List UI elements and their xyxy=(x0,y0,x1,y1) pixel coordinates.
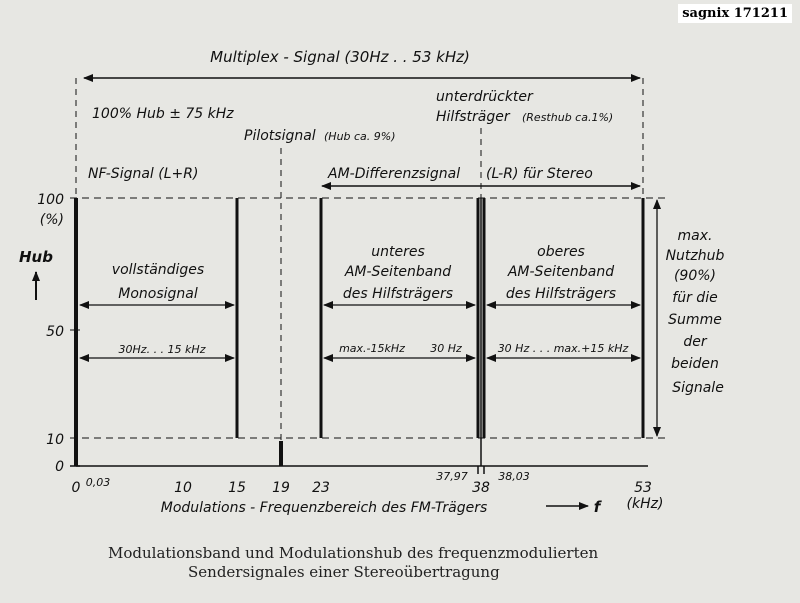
x-subtick-38-03: 38,03 xyxy=(498,470,530,483)
carrier-label-line1: unterdrückter xyxy=(436,89,533,105)
x-subtick-37-97: 37,97 xyxy=(436,470,468,483)
nutzhub-line: Nutzhub xyxy=(665,248,725,264)
x-tick-19: 19 xyxy=(272,480,290,496)
y-tick-100: 100 xyxy=(37,192,64,208)
x-tick-0-03: 0,03 xyxy=(85,476,111,489)
nutzhub-line: (90%) xyxy=(673,268,717,284)
watermark-badge: sagnix 171211 xyxy=(678,4,792,23)
y-tick-10: 10 xyxy=(46,432,64,448)
upper-sideband-line1: oberes xyxy=(537,244,585,260)
caption-line1: Modulationsband und Modulationshub des frequenzmodulierten xyxy=(108,544,599,562)
nutzhub-line: Summe xyxy=(668,312,722,328)
upper-sideband-line2: AM-Seitenband xyxy=(507,264,615,280)
lr-stereo-label: (L-R) für Stereo xyxy=(486,166,593,182)
x-tick-23: 23 xyxy=(312,480,330,496)
upper-range-label: 30 Hz . . . max.+15 kHz xyxy=(497,342,629,355)
mono-range-label: 30Hz. . . 15 kHz xyxy=(118,343,206,356)
am-diff-label: AM-Differenzsignal xyxy=(328,166,461,182)
y-tick-50: 50 xyxy=(46,324,64,340)
pilot-signal-bar xyxy=(279,441,283,466)
mid-range-label: 30 Hz xyxy=(430,342,462,355)
figure-caption xyxy=(0,544,800,582)
nutzhub-line: beiden xyxy=(671,356,719,372)
mono-label-line2: Monosignal xyxy=(118,286,198,302)
nf-signal-label: NF-Signal (L+R) xyxy=(88,166,199,182)
x-tick-38: 38 xyxy=(472,480,490,496)
pilot-sub-label: (Hub ca. 9%) xyxy=(324,130,396,143)
nutzhub-line: für die xyxy=(672,290,718,306)
caption-line2: Sendersignales einer Stereoübertragung xyxy=(188,563,500,581)
x-tick-0: 0 xyxy=(71,480,81,496)
x-tick-53: 53 xyxy=(634,480,652,496)
x-axis-label: Modulations - Frequenzbereich des FM-Trägers xyxy=(160,500,488,516)
y-tick-0: 0 xyxy=(55,459,64,475)
diagram-title: Multiplex - Signal (30Hz . . 53 kHz) xyxy=(210,48,470,66)
x-tick-10: 10 xyxy=(174,480,192,496)
carrier-label-line2: Hilfsträger xyxy=(436,109,510,125)
nutzhub-line: der xyxy=(683,334,707,350)
carrier-sub-label: (Resthub ca.1%) xyxy=(522,111,614,124)
x-axis-unit: (kHz) xyxy=(626,496,664,512)
y-unit: (%) xyxy=(39,212,64,228)
x-tick-15: 15 xyxy=(228,480,246,496)
lower-sideband-line2: AM-Seitenband xyxy=(344,264,452,280)
pilot-label: Pilotsignal xyxy=(244,128,316,144)
y-axis-title: Hub xyxy=(19,248,53,266)
frequency-symbol: f xyxy=(593,498,601,516)
mono-label-line1: vollständiges xyxy=(111,262,205,278)
lower-sideband-line1: unteres xyxy=(371,244,425,260)
lower-range-label: max.-15kHz xyxy=(339,342,405,355)
upper-sideband-line3: des Hilfsträgers xyxy=(505,286,617,302)
nutzhub-line: Signale xyxy=(672,380,724,396)
nutzhub-line: max. xyxy=(677,228,713,244)
hub-range-label: 100% Hub ± 75 kHz xyxy=(92,106,234,122)
nutzhub-label-group xyxy=(666,228,725,396)
lower-sideband-line3: des Hilfsträgers xyxy=(342,286,454,302)
